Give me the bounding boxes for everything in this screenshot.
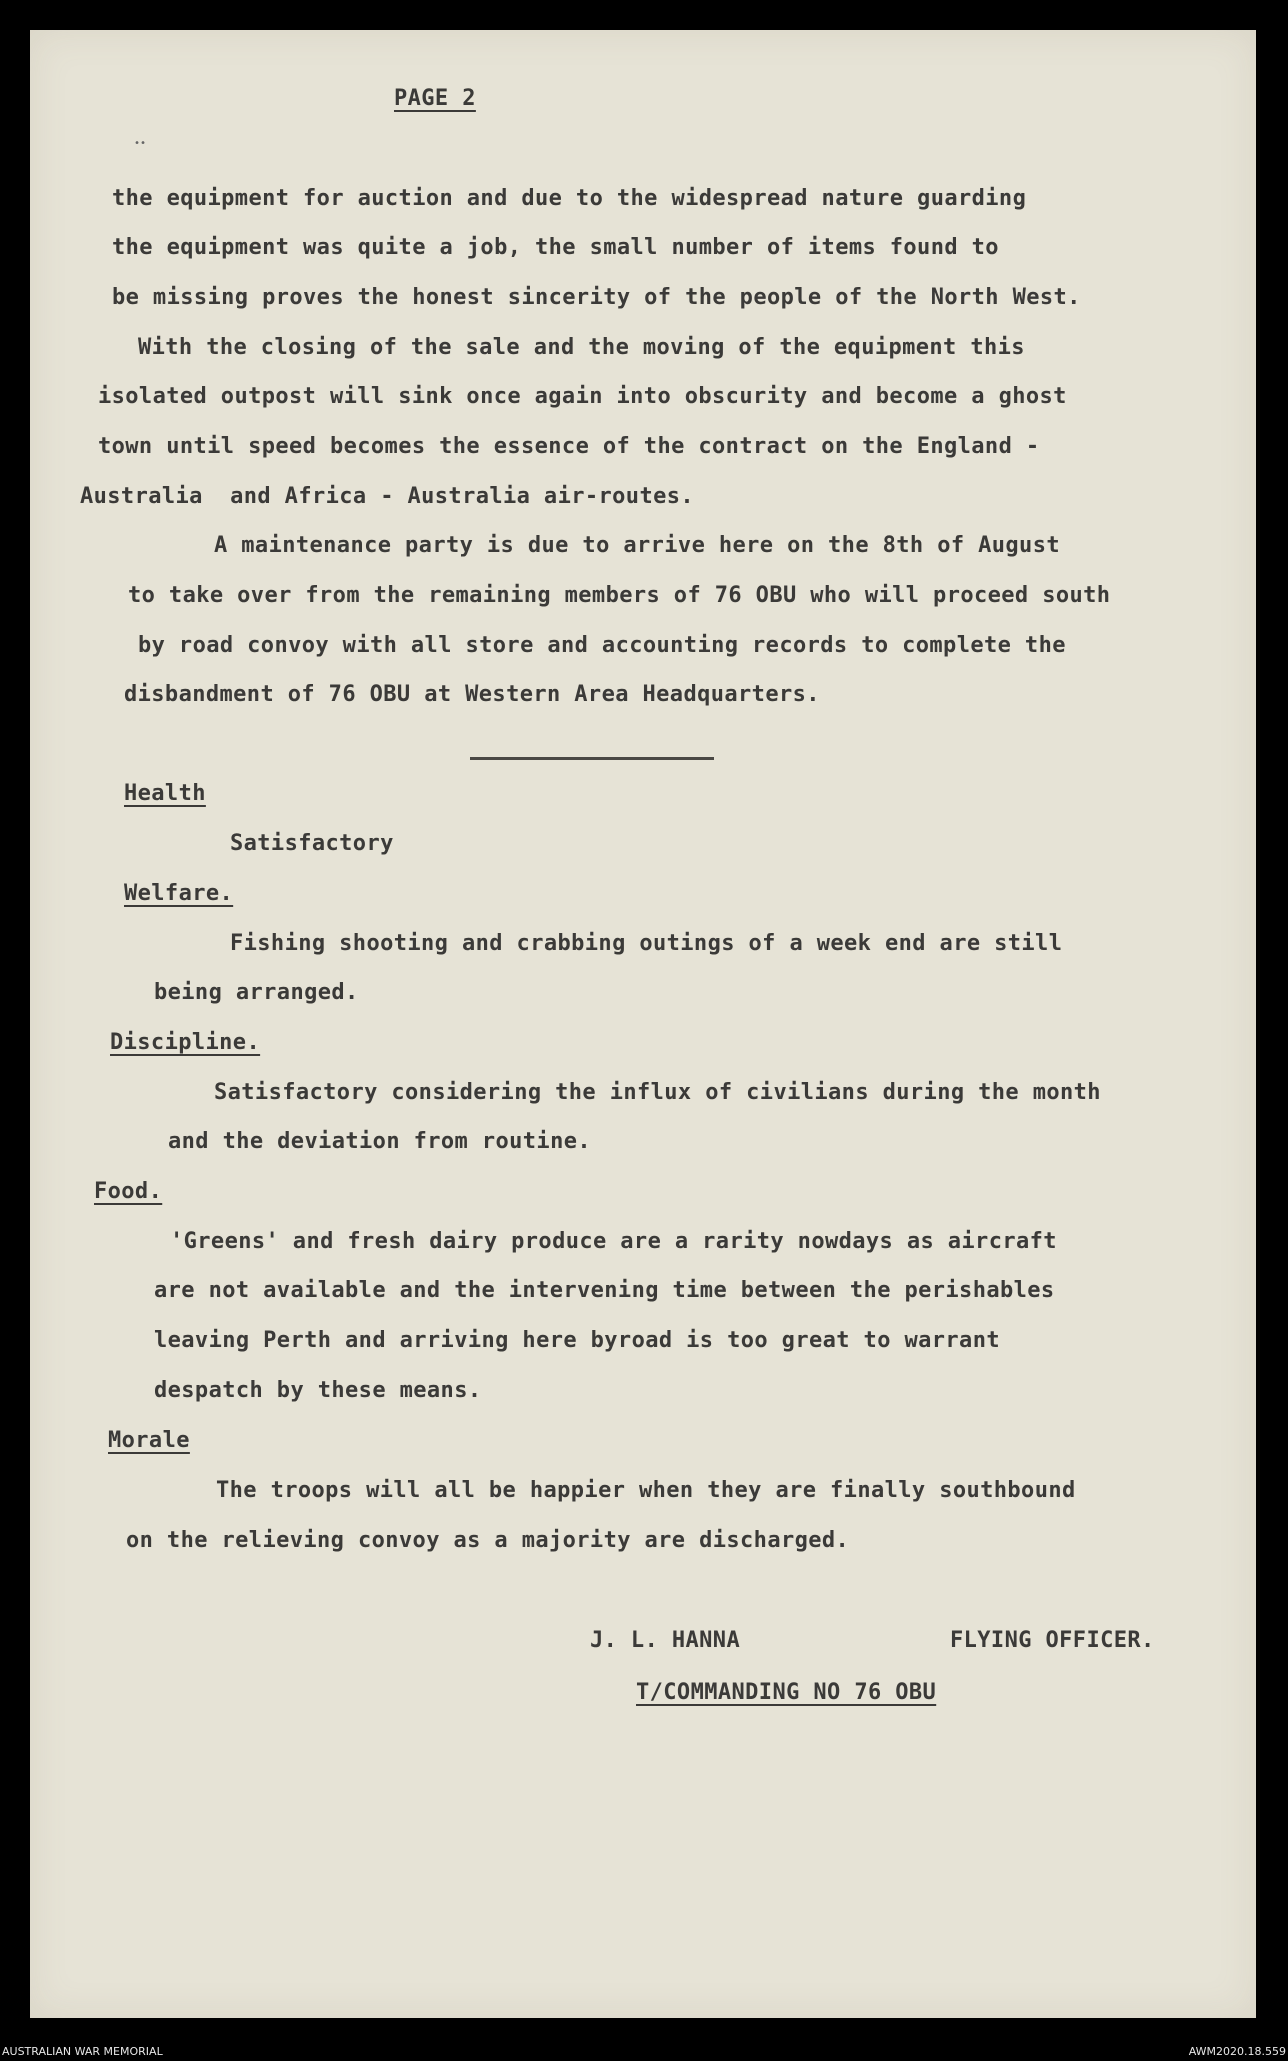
discipline-line-1: Satisfactory considering the influx of civilians during the month — [214, 1080, 1101, 1105]
health-heading: Health — [124, 781, 206, 806]
health-line-1: Satisfactory — [230, 831, 394, 856]
food-line-3: leaving Perth and arriving here byroad is too great to warrant — [154, 1328, 1000, 1353]
paragraph-2-line-1: A maintenance party is due to arrive here on the 8th of August — [214, 533, 1060, 558]
paragraph-1-line-3: be missing proves the honest sincerity of the people of the North West. — [112, 285, 1081, 310]
morale-heading: Morale — [108, 1428, 190, 1453]
paragraph-2-line-2: to take over from the remaining members of 76 OBU who will proceed south — [128, 583, 1111, 608]
paragraph-1-line-1: the equipment for auction and due to the widespread nature guarding — [112, 186, 1027, 211]
ink-smudge: •• — [134, 138, 147, 149]
welfare-heading: Welfare. — [124, 881, 234, 906]
paragraph-2-line-4: disbandment of 76 OBU at Western Area Headquarters. — [124, 682, 820, 707]
discipline-heading: Discipline. — [110, 1030, 261, 1055]
document-page — [30, 30, 1256, 2018]
signature-name: J. L. HANNA — [590, 1628, 741, 1653]
food-line-1: 'Greens' and fresh dairy produce are a rarity nowdays as aircraft — [170, 1229, 1057, 1254]
paragraph-1-line-6: town until speed becomes the essence of the contract on the England - — [98, 434, 1040, 459]
morale-line-1: The troops will all be happier when they are finally southbound — [216, 1478, 1076, 1503]
welfare-line-1: Fishing shooting and crabbing outings of a week end are still — [230, 931, 1063, 956]
food-line-2: are not available and the intervening time between the perishables — [154, 1278, 1055, 1303]
paragraph-1-line-7: Australia and Africa - Australia air-routes. — [80, 484, 695, 509]
paragraph-1-line-5: isolated outpost will sink once again into obscurity and become a ghost — [98, 384, 1067, 409]
footer-accession-number: AWM2020.18.559 — [1188, 2045, 1286, 2058]
discipline-line-2: and the deviation from routine. — [168, 1129, 591, 1154]
signature-rank: FLYING OFFICER. — [950, 1628, 1155, 1653]
food-heading: Food. — [94, 1179, 163, 1204]
page-header: PAGE 2 — [394, 86, 476, 111]
paragraph-1-line-4: With the closing of the sale and the moving of the equipment this — [138, 335, 1025, 360]
food-line-4: despatch by these means. — [154, 1378, 482, 1403]
morale-line-2: on the relieving convoy as a majority are discharged. — [126, 1528, 850, 1553]
paragraph-2-line-3: by road convoy with all store and accounting records to complete the — [138, 633, 1066, 658]
welfare-line-2: being arranged. — [154, 980, 359, 1005]
section-divider — [470, 757, 714, 760]
paragraph-1-line-2: the equipment was quite a job, the small number of items found to — [112, 235, 999, 260]
footer-archive-label: AUSTRALIAN WAR MEMORIAL — [2, 2045, 163, 2058]
signature-title: T/COMMANDING NO 76 OBU — [636, 1680, 937, 1705]
